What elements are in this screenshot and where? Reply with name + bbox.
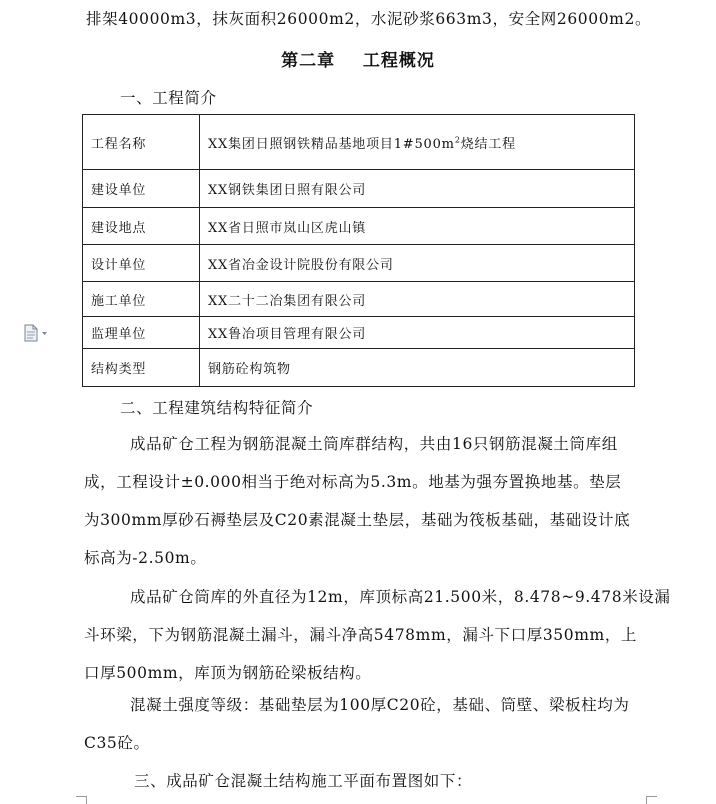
paragraph-line: 标高为-2.50m。 bbox=[84, 549, 207, 567]
row-value: XX省冶金设计院股份有限公司 bbox=[200, 245, 635, 282]
table-row bbox=[83, 245, 635, 282]
row-value: XX钢铁集团日照有限公司 bbox=[200, 170, 635, 208]
paragraph-line: 成，工程设计±0.000相当于绝对标高为5.3m。地基为强夯置换地基。垫层 bbox=[84, 473, 622, 491]
paragraph-line: 混凝土强度等级：基础垫层为100厚C20砼，基础、筒壁、梁板柱均为 bbox=[130, 696, 630, 714]
table-row bbox=[83, 170, 635, 208]
row-label: 工程名称 bbox=[83, 115, 200, 170]
row-label: 建设地点 bbox=[83, 208, 200, 245]
crop-mark bbox=[76, 796, 86, 797]
row-label: 设计单位 bbox=[83, 245, 200, 282]
table-row bbox=[83, 282, 635, 317]
row-label: 施工单位 bbox=[83, 282, 200, 317]
paragraph-line: 成品矿仓筒库的外直径为12m，库顶标高21.500米，8.478~9.478米设漏 bbox=[130, 588, 671, 606]
row-label: 结构类型 bbox=[83, 349, 200, 387]
document-icon[interactable] bbox=[22, 324, 50, 342]
paragraph-line: 为300mm厚砂石褥垫层及C20素混凝土垫层，基础为筏板基础，基础设计底 bbox=[84, 511, 631, 529]
row-value: XX集团日照钢铁精品基地项目$1\#500m^2$烧结工程 bbox=[200, 115, 635, 170]
section-heading-3: 三、成品矿仓混凝土结构施工平面布置图如下： bbox=[134, 772, 473, 790]
row-value: 钢筋砼构筑物 bbox=[200, 349, 635, 387]
crop-mark bbox=[646, 796, 647, 804]
row-value: XX鲁冶项目管理有限公司 bbox=[200, 317, 635, 349]
paragraph-line: C35砼。 bbox=[84, 734, 150, 752]
table-row bbox=[83, 317, 635, 349]
project-info-table bbox=[82, 114, 635, 387]
table-row bbox=[83, 349, 635, 387]
paragraph-line: 斗环梁，下为钢筋混凝土漏斗，漏斗净高5478mm，漏斗下口厚350mm，上 bbox=[84, 626, 638, 644]
paragraph-line: 口厚500mm，库顶为钢筋砼梁板结构。 bbox=[84, 664, 372, 682]
paragraph-structure-overview bbox=[84, 425, 650, 577]
row-label: 监理单位 bbox=[83, 317, 200, 349]
crop-mark bbox=[647, 796, 657, 797]
paragraph-line: 成品矿仓工程为钢筋混凝土筒库群结构，共由16只钢筋混凝土筒库组 bbox=[130, 435, 618, 453]
section-heading-1: 一、工程简介 bbox=[120, 89, 217, 107]
crop-mark bbox=[86, 796, 87, 804]
row-value: XX省日照市岚山区虎山镇 bbox=[200, 208, 635, 245]
table-row bbox=[83, 115, 635, 170]
paragraph-silo-dimensions bbox=[84, 578, 671, 692]
table-row bbox=[83, 208, 635, 245]
row-label: 建设单位 bbox=[83, 170, 200, 208]
paragraph-concrete-grades bbox=[84, 686, 650, 762]
intro-quantities-line: 排架40000m3，抹灰面积26000m2，水泥砂浆663m3，安全网26000m2。 bbox=[86, 10, 652, 28]
section-heading-2: 二、工程建筑结构特征简介 bbox=[120, 399, 314, 417]
chapter-title: 第二章 工程概况 bbox=[281, 51, 435, 71]
row-value: XX二十二冶集团有限公司 bbox=[200, 282, 635, 317]
